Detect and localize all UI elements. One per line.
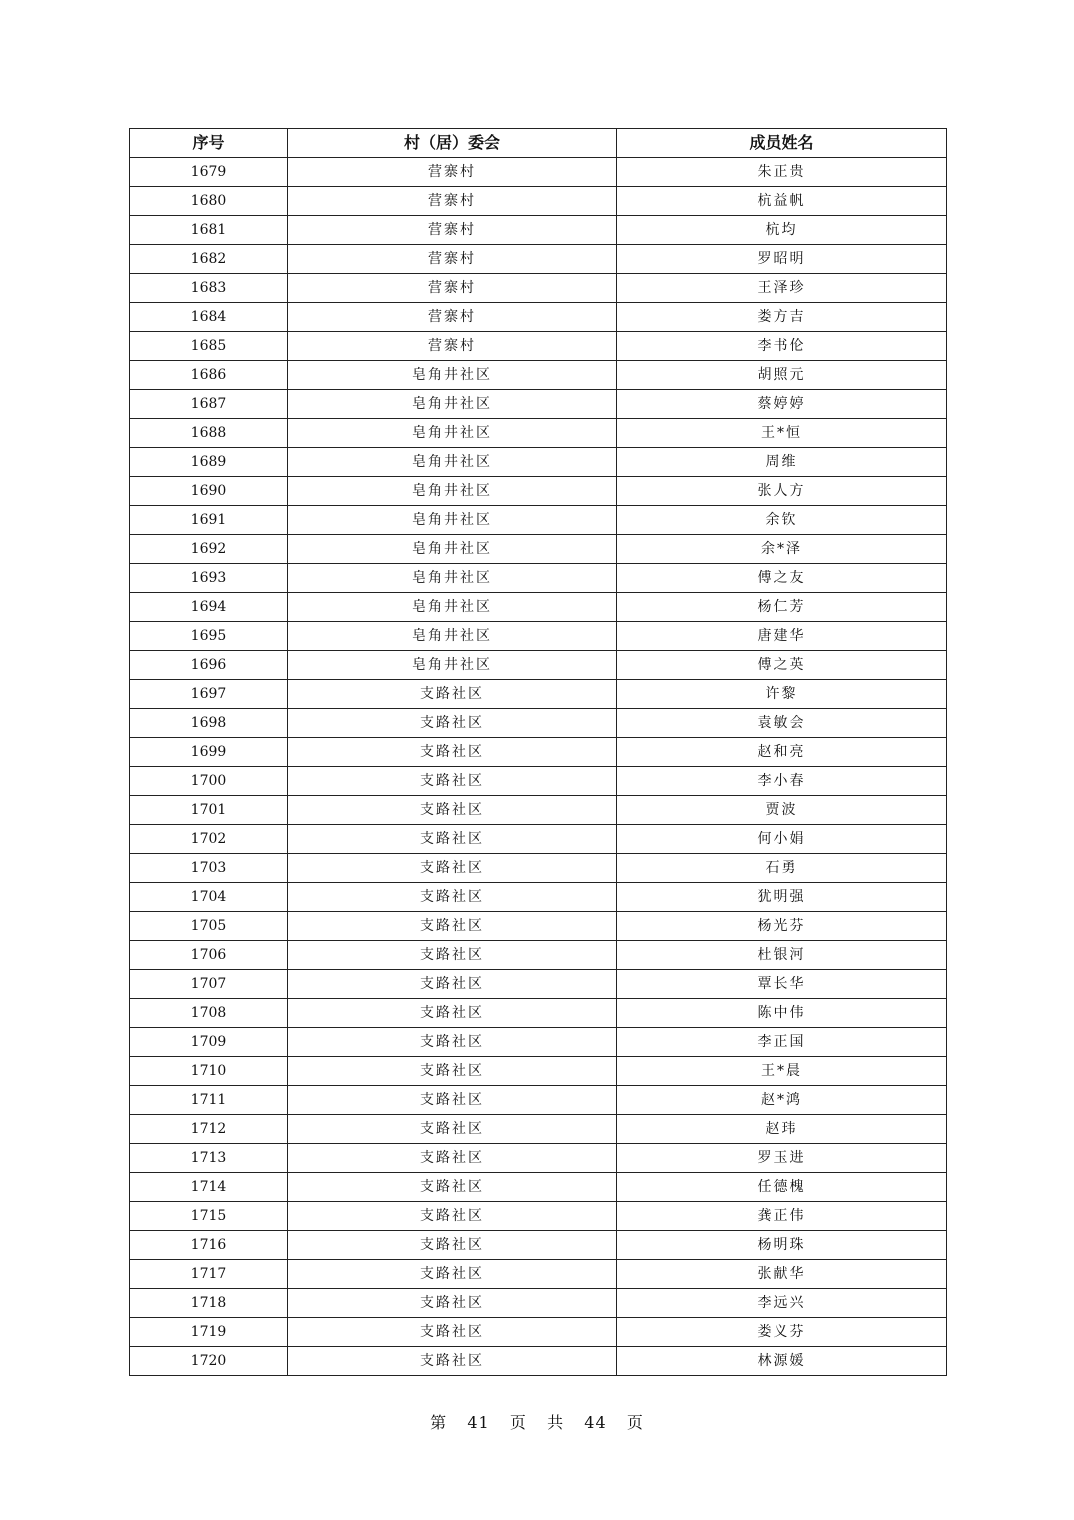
cell-serial-number: 1709 — [130, 1028, 288, 1057]
cell-member-name: 李小春 — [617, 767, 947, 796]
cell-member-name: 袁敏会 — [617, 709, 947, 738]
cell-member-name: 罗玉进 — [617, 1144, 947, 1173]
table-row — [130, 941, 947, 970]
table-row — [130, 1057, 947, 1086]
cell-committee: 支路社区 — [288, 941, 617, 970]
table-row — [130, 303, 947, 332]
cell-member-name: 李书伦 — [617, 332, 947, 361]
cell-serial-number: 1717 — [130, 1260, 288, 1289]
cell-member-name: 蔡婷婷 — [617, 390, 947, 419]
cell-committee: 支路社区 — [288, 1202, 617, 1231]
footer-total-pages: 44 — [584, 1413, 607, 1432]
cell-member-name: 陈中伟 — [617, 999, 947, 1028]
cell-serial-number: 1716 — [130, 1231, 288, 1260]
cell-member-name: 覃长华 — [617, 970, 947, 999]
cell-serial-number: 1718 — [130, 1289, 288, 1318]
table-row — [130, 216, 947, 245]
cell-committee: 支路社区 — [288, 1086, 617, 1115]
table-row — [130, 506, 947, 535]
cell-committee: 支路社区 — [288, 999, 617, 1028]
cell-committee: 支路社区 — [288, 1173, 617, 1202]
cell-serial-number: 1683 — [130, 274, 288, 303]
page-footer — [0, 1410, 1074, 1433]
cell-member-name: 赵和亮 — [617, 738, 947, 767]
cell-member-name: 李正国 — [617, 1028, 947, 1057]
cell-serial-number: 1694 — [130, 593, 288, 622]
cell-member-name: 赵*鸿 — [617, 1086, 947, 1115]
table-row — [130, 419, 947, 448]
cell-committee: 支路社区 — [288, 883, 617, 912]
cell-member-name: 周维 — [617, 448, 947, 477]
cell-member-name: 张献华 — [617, 1260, 947, 1289]
cell-member-name: 林源媛 — [617, 1347, 947, 1376]
cell-committee: 皂角井社区 — [288, 390, 617, 419]
cell-committee: 营寨村 — [288, 274, 617, 303]
table-row — [130, 245, 947, 274]
cell-member-name: 李远兴 — [617, 1289, 947, 1318]
table-row — [130, 593, 947, 622]
table-row — [130, 796, 947, 825]
cell-member-name: 龚正伟 — [617, 1202, 947, 1231]
table-row — [130, 1289, 947, 1318]
cell-member-name: 罗昭明 — [617, 245, 947, 274]
cell-serial-number: 1706 — [130, 941, 288, 970]
cell-committee: 营寨村 — [288, 187, 617, 216]
cell-serial-number: 1697 — [130, 680, 288, 709]
cell-serial-number: 1698 — [130, 709, 288, 738]
cell-serial-number: 1686 — [130, 361, 288, 390]
table-row — [130, 1318, 947, 1347]
cell-member-name: 赵玮 — [617, 1115, 947, 1144]
table-row — [130, 1028, 947, 1057]
table-row — [130, 1231, 947, 1260]
cell-serial-number: 1719 — [130, 1318, 288, 1347]
table-row — [130, 1202, 947, 1231]
table-row — [130, 390, 947, 419]
cell-serial-number: 1715 — [130, 1202, 288, 1231]
cell-committee: 营寨村 — [288, 303, 617, 332]
cell-member-name: 王*恒 — [617, 419, 947, 448]
cell-committee: 支路社区 — [288, 1144, 617, 1173]
footer-current-page: 41 — [467, 1413, 490, 1432]
table-row — [130, 1347, 947, 1376]
cell-serial-number: 1682 — [130, 245, 288, 274]
table-row — [130, 564, 947, 593]
cell-member-name: 何小娟 — [617, 825, 947, 854]
cell-serial-number: 1700 — [130, 767, 288, 796]
cell-committee: 支路社区 — [288, 1057, 617, 1086]
cell-serial-number: 1680 — [130, 187, 288, 216]
table-row — [130, 854, 947, 883]
cell-serial-number: 1712 — [130, 1115, 288, 1144]
cell-serial-number: 1689 — [130, 448, 288, 477]
cell-member-name: 娄方吉 — [617, 303, 947, 332]
cell-committee: 皂角井社区 — [288, 361, 617, 390]
cell-serial-number: 1711 — [130, 1086, 288, 1115]
cell-committee: 皂角井社区 — [288, 593, 617, 622]
cell-serial-number: 1699 — [130, 738, 288, 767]
cell-committee: 支路社区 — [288, 825, 617, 854]
table-row — [130, 1086, 947, 1115]
cell-member-name: 胡照元 — [617, 361, 947, 390]
cell-committee: 皂角井社区 — [288, 477, 617, 506]
cell-member-name: 余*泽 — [617, 535, 947, 564]
cell-committee: 营寨村 — [288, 245, 617, 274]
table-row — [130, 999, 947, 1028]
cell-committee: 皂角井社区 — [288, 622, 617, 651]
cell-member-name: 杭均 — [617, 216, 947, 245]
cell-committee: 支路社区 — [288, 738, 617, 767]
table-row — [130, 738, 947, 767]
cell-member-name: 唐建华 — [617, 622, 947, 651]
cell-member-name: 傅之英 — [617, 651, 947, 680]
footer-prefix: 第 — [430, 1413, 448, 1432]
cell-member-name: 许黎 — [617, 680, 947, 709]
cell-member-name: 朱正贵 — [617, 158, 947, 187]
table-row — [130, 158, 947, 187]
cell-member-name: 杭益帆 — [617, 187, 947, 216]
cell-committee: 皂角井社区 — [288, 448, 617, 477]
cell-committee: 支路社区 — [288, 912, 617, 941]
cell-serial-number: 1708 — [130, 999, 288, 1028]
cell-serial-number: 1691 — [130, 506, 288, 535]
footer-suffix: 页 — [626, 1413, 644, 1432]
cell-committee: 皂角井社区 — [288, 535, 617, 564]
cell-committee: 支路社区 — [288, 1028, 617, 1057]
cell-serial-number: 1695 — [130, 622, 288, 651]
header-row — [130, 129, 947, 158]
cell-committee: 支路社区 — [288, 1260, 617, 1289]
cell-member-name: 杜银河 — [617, 941, 947, 970]
cell-serial-number: 1713 — [130, 1144, 288, 1173]
cell-serial-number: 1681 — [130, 216, 288, 245]
table-row — [130, 361, 947, 390]
cell-serial-number: 1701 — [130, 796, 288, 825]
cell-member-name: 傅之友 — [617, 564, 947, 593]
table-row — [130, 1144, 947, 1173]
cell-committee: 支路社区 — [288, 1347, 617, 1376]
cell-serial-number: 1705 — [130, 912, 288, 941]
cell-member-name: 余钦 — [617, 506, 947, 535]
cell-serial-number: 1684 — [130, 303, 288, 332]
cell-member-name: 犹明强 — [617, 883, 947, 912]
table-row — [130, 883, 947, 912]
table-row — [130, 1115, 947, 1144]
table-row — [130, 651, 947, 680]
table-row — [130, 332, 947, 361]
cell-member-name: 杨仁芳 — [617, 593, 947, 622]
cell-committee: 支路社区 — [288, 767, 617, 796]
cell-committee: 皂角井社区 — [288, 651, 617, 680]
cell-serial-number: 1692 — [130, 535, 288, 564]
cell-committee: 支路社区 — [288, 796, 617, 825]
cell-committee: 支路社区 — [288, 1115, 617, 1144]
table-row — [130, 477, 947, 506]
table-row — [130, 912, 947, 941]
cell-member-name: 娄义芬 — [617, 1318, 947, 1347]
cell-committee: 支路社区 — [288, 709, 617, 738]
cell-serial-number: 1707 — [130, 970, 288, 999]
cell-serial-number: 1714 — [130, 1173, 288, 1202]
cell-member-name: 王*晨 — [617, 1057, 947, 1086]
table-row — [130, 1260, 947, 1289]
table-header — [130, 129, 947, 158]
cell-committee: 营寨村 — [288, 158, 617, 187]
cell-committee: 支路社区 — [288, 680, 617, 709]
member-roster-table — [129, 128, 947, 1376]
cell-serial-number: 1710 — [130, 1057, 288, 1086]
cell-committee: 皂角井社区 — [288, 564, 617, 593]
cell-member-name: 王泽珍 — [617, 274, 947, 303]
cell-serial-number: 1704 — [130, 883, 288, 912]
table-row — [130, 187, 947, 216]
footer-page-word: 页 — [509, 1413, 527, 1432]
cell-committee: 皂角井社区 — [288, 419, 617, 448]
cell-committee: 皂角井社区 — [288, 506, 617, 535]
footer-total-word: 共 — [547, 1413, 565, 1432]
cell-committee: 营寨村 — [288, 216, 617, 245]
table-row — [130, 680, 947, 709]
table-row — [130, 535, 947, 564]
cell-committee: 营寨村 — [288, 332, 617, 361]
table-row — [130, 767, 947, 796]
cell-committee: 支路社区 — [288, 970, 617, 999]
table-row — [130, 709, 947, 738]
cell-member-name: 张人方 — [617, 477, 947, 506]
cell-committee: 支路社区 — [288, 1289, 617, 1318]
cell-member-name: 任德槐 — [617, 1173, 947, 1202]
header-committee: 村（居）委会 — [288, 129, 617, 158]
table-row — [130, 825, 947, 854]
header-member-name: 成员姓名 — [617, 129, 947, 158]
cell-serial-number: 1702 — [130, 825, 288, 854]
cell-member-name: 石勇 — [617, 854, 947, 883]
table-row — [130, 970, 947, 999]
cell-serial-number: 1688 — [130, 419, 288, 448]
cell-serial-number: 1696 — [130, 651, 288, 680]
table-row — [130, 448, 947, 477]
cell-serial-number: 1720 — [130, 1347, 288, 1376]
cell-committee: 支路社区 — [288, 854, 617, 883]
cell-committee: 支路社区 — [288, 1231, 617, 1260]
cell-serial-number: 1690 — [130, 477, 288, 506]
cell-serial-number: 1687 — [130, 390, 288, 419]
cell-serial-number: 1685 — [130, 332, 288, 361]
cell-member-name: 贾波 — [617, 796, 947, 825]
cell-member-name: 杨光芬 — [617, 912, 947, 941]
cell-serial-number: 1679 — [130, 158, 288, 187]
table-row — [130, 1173, 947, 1202]
table-body — [130, 158, 947, 1376]
table-row — [130, 274, 947, 303]
table-row — [130, 622, 947, 651]
cell-member-name: 杨明珠 — [617, 1231, 947, 1260]
header-serial-number: 序号 — [130, 129, 288, 158]
cell-serial-number: 1703 — [130, 854, 288, 883]
cell-serial-number: 1693 — [130, 564, 288, 593]
cell-committee: 支路社区 — [288, 1318, 617, 1347]
